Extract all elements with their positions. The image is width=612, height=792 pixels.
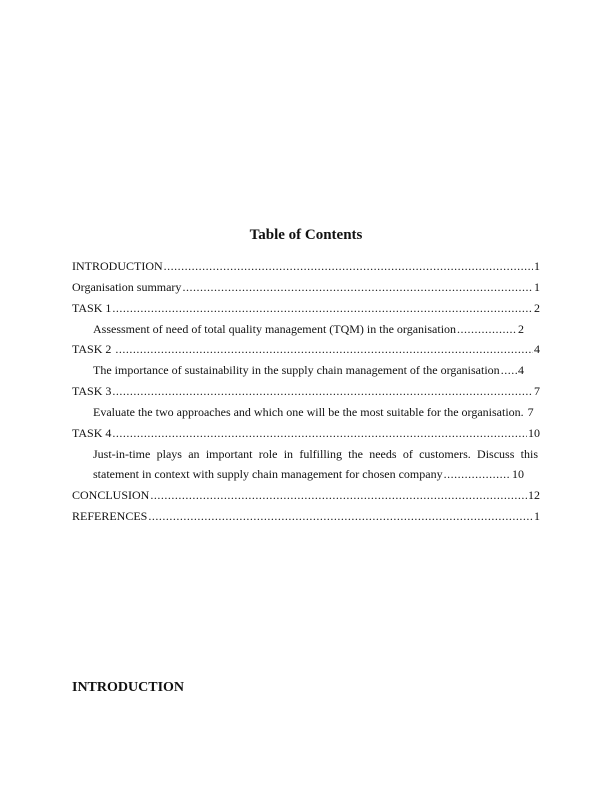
toc-entry-text: TASK 4 — [72, 425, 112, 440]
dot-leader — [115, 339, 533, 360]
toc-entry[interactable] — [72, 485, 540, 506]
toc-page-number: 2 — [534, 300, 540, 315]
toc-entry[interactable] — [72, 381, 540, 402]
toc-entry[interactable] — [72, 423, 540, 444]
toc-entry-text: TASK 1 — [72, 300, 112, 315]
dot-leader — [164, 256, 533, 277]
toc-entry[interactable] — [93, 360, 524, 381]
toc-page-number: 10 — [512, 467, 524, 482]
toc-entry[interactable] — [72, 277, 540, 298]
toc-entry-text: TASK 2 — [72, 342, 115, 357]
toc-entry-text: The importance of sustainability in the supply chain management of the organisation — [93, 363, 500, 378]
toc-page-number: 2 — [518, 321, 524, 336]
toc-page-number: 7 — [534, 384, 540, 399]
toc-entry-text: INTRODUCTION — [72, 259, 163, 273]
toc-page-number: 10 — [528, 425, 540, 440]
toc-entry-text: CONCLUSION — [72, 488, 150, 503]
toc-page-number: 12 — [528, 488, 540, 503]
dot-leader — [112, 423, 527, 444]
toc-entry[interactable] — [93, 319, 524, 340]
toc-entry[interactable] — [72, 256, 540, 277]
toc-entry[interactable] — [93, 464, 524, 485]
toc-entry-text: Just-in-time plays an important role in fulfilling the needs of customers. Discuss this — [93, 446, 538, 461]
toc-entry-text: statement in context with supply chain management for chosen company — [93, 467, 443, 482]
toc-title: Table of Contents — [249, 227, 363, 243]
toc-page-number: 1 — [534, 509, 540, 524]
dot-leader — [150, 485, 527, 506]
toc-entry-text: Evaluate the two approaches and which one will be the most suitable for the organisation. — [93, 404, 524, 419]
dot-leader — [148, 506, 533, 527]
toc-entry-text: TASK 3 — [72, 384, 112, 399]
toc-entry[interactable] — [93, 444, 538, 465]
toc-list — [72, 256, 540, 527]
toc-page-number: 1 — [534, 259, 540, 273]
introduction-heading: INTRODUCTION — [72, 680, 185, 695]
toc-entry[interactable] — [72, 506, 540, 527]
dot-leader — [112, 381, 533, 402]
toc-entry[interactable] — [72, 339, 540, 360]
dot-leader — [444, 464, 511, 485]
dot-leader — [182, 277, 533, 298]
toc-page-number: 1 — [534, 279, 540, 294]
dot-leader — [501, 360, 517, 381]
toc-entry[interactable] — [72, 298, 540, 319]
toc-page-number: 4 — [518, 363, 524, 378]
toc-entry-text: Organisation summary — [72, 279, 182, 294]
dot-leader — [112, 298, 533, 319]
toc-entry-text: REFERENCES — [72, 509, 148, 524]
toc-entry[interactable] — [93, 402, 534, 423]
toc-page-number: 7 — [527, 404, 534, 419]
dot-leader — [457, 319, 517, 340]
toc-page-number: 4 — [534, 342, 540, 357]
toc-entry-text: Assessment of need of total quality management (TQM) in the organisation — [93, 321, 457, 336]
